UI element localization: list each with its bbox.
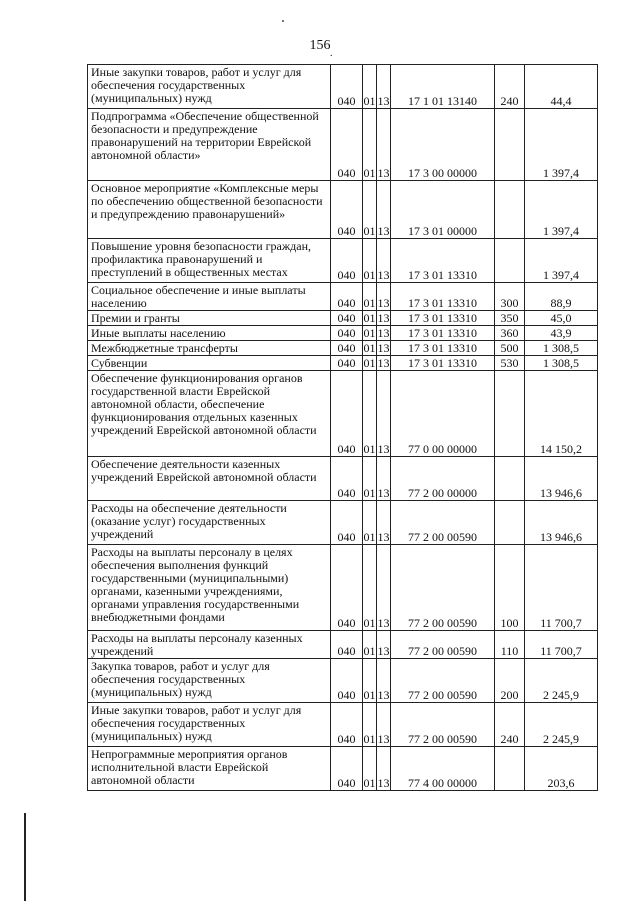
subsection-code: 13 <box>377 341 390 355</box>
ved-code: 040 <box>331 545 363 631</box>
table-row <box>88 747 598 791</box>
ved-code: 040 <box>331 109 363 181</box>
target-article-code: 17 3 01 13310 <box>391 239 495 283</box>
target-article-code: 77 2 00 00590 <box>391 545 495 631</box>
target-article-code: 17 3 01 13310 <box>391 356 495 371</box>
amount: 11 700,7 <box>525 631 598 659</box>
expense-type-code: 350 <box>495 311 525 326</box>
target-article-code: 77 2 00 00590 <box>391 501 495 545</box>
ved-code: 040 <box>331 457 363 501</box>
target-article-code: 77 2 00 00000 <box>391 457 495 501</box>
ved-code: 040 <box>331 747 363 791</box>
row-name: Иные выплаты населению <box>88 326 331 341</box>
amount: 1 397,4 <box>525 239 598 283</box>
page-number: 156 <box>309 38 331 53</box>
subsection-code: 13 <box>377 703 391 747</box>
subsection-code: 13 <box>377 109 391 181</box>
ved-code: 040 <box>331 341 363 356</box>
target-article-code: 77 2 00 00590 <box>391 631 495 659</box>
row-name: Подпрограмма «Обеспечение общественной безопасности и предупреждение правонарушений на территории Еврейской автономной области» <box>88 109 331 181</box>
budget-table <box>87 64 598 791</box>
section-code: 01 <box>363 326 376 340</box>
row-name: Межбюджетные трансферты <box>88 341 331 356</box>
table-row <box>88 239 598 283</box>
ved-code: 040 <box>331 371 363 457</box>
subsection-code: 13 <box>377 356 390 370</box>
amount: 45,0 <box>525 311 598 326</box>
section-code: 01 <box>363 181 377 239</box>
section-code: 01 <box>363 341 376 355</box>
amount: 1 397,4 <box>525 181 598 239</box>
ved-code: 040 <box>331 239 363 283</box>
ved-code: 040 <box>331 631 363 659</box>
section-code: 01 <box>363 311 376 325</box>
expense-type-code <box>495 501 525 545</box>
expense-type-code: 500 <box>495 341 525 356</box>
ved-code: 040 <box>331 659 363 703</box>
target-article-code: 17 3 01 13310 <box>391 341 495 356</box>
section-code: 01 <box>363 239 377 283</box>
amount: 2 245,9 <box>525 659 598 703</box>
row-name: Социальное обеспечение и иные выплаты населению <box>88 283 331 311</box>
table-row <box>88 341 598 356</box>
section-code: 01 <box>363 356 376 370</box>
target-article-code: 17 3 00 00000 <box>391 109 495 181</box>
amount: 203,6 <box>525 747 598 791</box>
subsection-code: 13 <box>377 457 391 501</box>
subsection-code: 13 <box>377 239 391 283</box>
expense-type-code <box>495 181 525 239</box>
amount: 1 308,5 <box>525 341 598 356</box>
row-name: Расходы на выплаты персоналу в целях обеспечения выполнения функций государственными (муниципальными) органами, казенными учреждениями, органами управления государственными внебюджетными фондами <box>88 545 331 631</box>
section-code: 01 <box>363 109 377 181</box>
table-row <box>88 457 598 501</box>
row-name: Субвенции <box>88 356 331 371</box>
ved-code: 040 <box>331 703 363 747</box>
section-code: 01 <box>363 659 377 703</box>
amount: 1 397,4 <box>525 109 598 181</box>
subsection-code: 13 <box>377 545 391 631</box>
subsection-code: 13 <box>377 65 391 109</box>
subsection-code: 13 <box>377 181 391 239</box>
table-row <box>88 703 598 747</box>
ved-code: 040 <box>331 326 363 341</box>
amount: 11 700,7 <box>525 545 598 631</box>
ved-code: 040 <box>331 65 363 109</box>
target-article-code: 17 1 01 13140 <box>391 65 495 109</box>
subsection-code: 13 <box>377 283 391 311</box>
expense-type-code <box>495 109 525 181</box>
table-row <box>88 65 598 109</box>
subsection-code: 13 <box>377 326 390 340</box>
subsection-code: 13 <box>377 501 391 545</box>
row-name: Расходы на выплаты персоналу казенных учреждений <box>88 631 331 659</box>
target-article-code: 17 3 01 00000 <box>391 181 495 239</box>
ved-code: 040 <box>331 501 363 545</box>
subsection-code: 13 <box>377 631 391 659</box>
section-code: 01 <box>363 501 377 545</box>
table-row <box>88 501 598 545</box>
expense-type-code: 360 <box>495 326 525 341</box>
section-code: 01 <box>363 747 377 791</box>
expense-type-code: 100 <box>495 545 525 631</box>
scan-margin-line <box>24 813 26 901</box>
section-code: 01 <box>363 631 377 659</box>
row-name: Иные закупки товаров, работ и услуг для обеспечения государственных (муниципальных) нужд <box>88 65 331 109</box>
table-row <box>88 631 598 659</box>
ved-code: 040 <box>331 356 363 371</box>
target-article-code: 17 3 01 13310 <box>391 326 495 341</box>
table-row <box>88 283 598 311</box>
ved-code: 040 <box>331 181 363 239</box>
row-name: Обеспечение функционирования органов государственной власти Еврейской автономной области, обеспечение функционирования отдельных казенных учреждений Еврейской автономной области <box>88 371 331 457</box>
subsection-code: 13 <box>377 747 391 791</box>
section-code: 01 <box>363 457 377 501</box>
table-row <box>88 356 598 371</box>
expense-type-code: 530 <box>495 356 525 371</box>
budget-table-body <box>88 65 598 791</box>
expense-type-code: 300 <box>495 283 525 311</box>
row-name: Расходы на обеспечение деятельности (оказание услуг) государственных учреждений <box>88 501 331 545</box>
target-article-code: 77 4 00 00000 <box>391 747 495 791</box>
amount: 43,9 <box>525 326 598 341</box>
section-code: 01 <box>363 545 377 631</box>
expense-type-code: 240 <box>495 65 525 109</box>
subsection-code: 13 <box>377 311 390 325</box>
expense-type-code <box>495 371 525 457</box>
expense-type-code: 110 <box>495 631 525 659</box>
row-name: Закупка товаров, работ и услуг для обеспечения государственных (муниципальных) нужд <box>88 659 331 703</box>
expense-type-code <box>495 457 525 501</box>
section-code: 01 <box>363 703 377 747</box>
expense-type-code: 200 <box>495 659 525 703</box>
expense-type-code <box>495 239 525 283</box>
target-article-code: 17 3 01 13310 <box>391 311 495 326</box>
row-name: Обеспечение деятельности казенных учреждений Еврейской автономной области <box>88 457 331 501</box>
row-name: Повышение уровня безопасности граждан, профилактика правонарушений и преступлений в общественных местах <box>88 239 331 283</box>
section-code: 01 <box>363 371 377 457</box>
amount: 88,9 <box>525 283 598 311</box>
ved-code: 040 <box>331 283 363 311</box>
scan-speck <box>282 20 284 22</box>
target-article-code: 77 2 00 00590 <box>391 703 495 747</box>
ved-code: 040 <box>331 311 363 326</box>
row-name: Премии и гранты <box>88 311 331 326</box>
expense-type-code: 240 <box>495 703 525 747</box>
target-article-code: 77 2 00 00590 <box>391 659 495 703</box>
page-mark: . <box>330 48 333 59</box>
subsection-code: 13 <box>377 659 391 703</box>
amount: 44,4 <box>525 65 598 109</box>
target-article-code: 77 0 00 00000 <box>391 371 495 457</box>
amount: 1 308,5 <box>525 356 598 371</box>
table-row <box>88 545 598 631</box>
expense-type-code <box>495 747 525 791</box>
subsection-code: 13 <box>377 371 391 457</box>
table-row <box>88 311 598 326</box>
row-name: Основное мероприятие «Комплексные меры по обеспечению общественной безопасности и предупреждению правонарушений» <box>88 181 331 239</box>
amount: 14 150,2 <box>525 371 598 457</box>
section-code: 01 <box>363 283 377 311</box>
table-row <box>88 371 598 457</box>
row-name: Иные закупки товаров, работ и услуг для обеспечения государственных (муниципальных) нужд <box>88 703 331 747</box>
table-row <box>88 181 598 239</box>
amount: 2 245,9 <box>525 703 598 747</box>
table-row <box>88 326 598 341</box>
table-row <box>88 659 598 703</box>
target-article-code: 17 3 01 13310 <box>391 283 495 311</box>
table-row <box>88 109 598 181</box>
row-name: Непрограммные мероприятия органов исполнительной власти Еврейской автономной области <box>88 747 331 791</box>
amount: 13 946,6 <box>525 457 598 501</box>
amount: 13 946,6 <box>525 501 598 545</box>
section-code: 01 <box>363 65 377 109</box>
